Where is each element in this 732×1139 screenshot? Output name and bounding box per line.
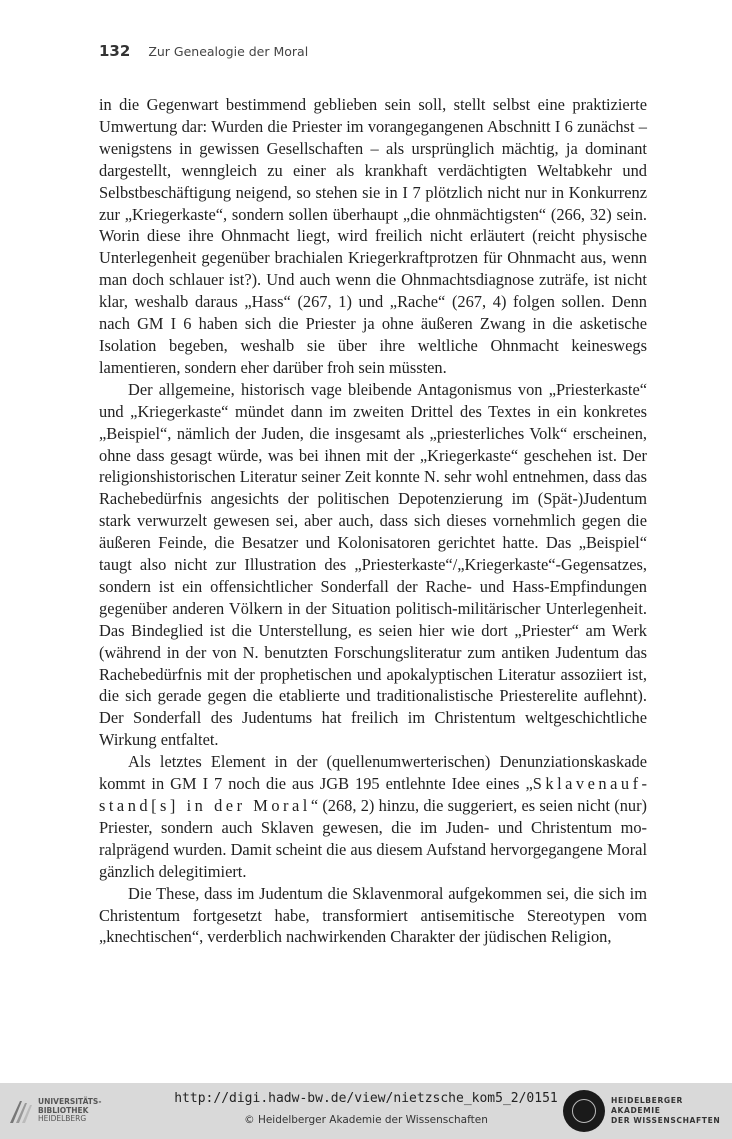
- paragraph-3-text-before: Als letztes Element in der (quellenumwerterischen) Denunziationskaskade kommt in GM I 7 noch die aus JGB 195 entlehnte Idee eines „: [99, 752, 647, 794]
- paragraph-3-text-after: “ (268, 2) hinzu, die suggeriert, es seien nicht (nur) Priester, sondern auch Sklaven gewesen, die im Juden- und Christentum moralprägend wurden. Damit scheint die aus diesem Aufstand hervorgegangene Moral gänzlich delegitimiert.: [99, 796, 648, 881]
- spaced-quotation: Sklavenaufstand[s] in der Moral: [99, 774, 647, 815]
- source-url-link[interactable]: http://digi.hadw-bw.de/view/nietzsche_kom5_2/0151: [174, 1091, 558, 1106]
- academy-name-line1: HEIDELBERGER AKADEMIE: [611, 1096, 683, 1115]
- library-name-line3: HEIDELBERG: [38, 1114, 87, 1124]
- academy-logo: [563, 1088, 728, 1134]
- page-header: [99, 42, 659, 66]
- running-title: Zur Genealogie der Moral: [148, 44, 309, 59]
- page-number: 132: [99, 42, 131, 60]
- paragraph-1: in die Gegenwart bestimmend geblieben sein soll, stellt selbst eine praktizierte Umwertung dar: Wurden die Priester im vorangegangenen Abschnitt I 6 zunächst – wenigstens in gewissen Gesellschaften – als ursprünglich mächtig, ja dominant dargestellt, wenngleich zu einer als krankhaft verdächtigten Weltabkehr und Selbstbeschäftigung neigend, so stehen sie in I 7 plötzlich nicht nur in Konkurrenz zur „Kriegerkaste“, sondern sollen überhaupt „die ohnmächtigsten“ (266, 32) sein. Worin diese ihre Ohnmacht liegt, wird freilich nicht erläutert (reicht physische Unterlegenheit gegenüber brachialen Kriegerkraftprotzen für Ohnmacht aus, wenn man doch schlauer ist?). Und auch wenn die Ohnmachtsdiagnose zuträfe, ist nicht klar, weshalb daraus „Hass“ (267, 1) und „Rache“ (267, 4) folgen sollen. Denn nach GM I 6 haben sich die Priester ja ohne äußeren Zwang in die asketische Isolation begeben, weshalb sie über ihre weltliche Ohnmacht keineswegs lamentieren, sondern eher darüber froh sein müssten.: [99, 95, 647, 377]
- paragraph-4: Die These, dass im Judentum die Sklavenmoral aufgekommen sei, die sich im Christentum fortgesetzt habe, transformiert antisemitische Stereotypen vom „knechtischen“, verderblich nachwirkenden Charakter der jüdischen Religion,: [99, 883, 647, 947]
- paragraph-3: [99, 751, 647, 882]
- footer-bar: [0, 1083, 732, 1139]
- academy-name-line2: DER WISSENSCHAFTEN: [611, 1116, 721, 1125]
- academy-seal-icon: [563, 1090, 605, 1132]
- body-text: [99, 94, 647, 948]
- copyright-notice: © Heidelberger Akademie der Wissenschaften: [244, 1114, 488, 1126]
- paragraph-2: Der allgemeine, historisch vage bleibende Antagonismus von „Priesterkaste“ und „Kriegerkaste“ mündet dann im zweiten Drittel des Textes in ein konkretes „Beispiel“, nämlich der Juden, die insgesamt als „priesterliches Volk“ erscheinen, ohne dass gesagt würde, was bei ihnen mit der „Kriegerkaste“ geschehen ist. Der religionshistorischen Literatur seiner Zeit konnte N. sehr wohl entnehmen, dass das Rachebedürfnis angesichts der politischen Depotenzierung im (Spät-)Judentum stark verwurzelt gewesen sei, aber auch, dass sich dieses vornehmlich gegen die äußeren Feinde, die Besatzer und Kolonisatoren gerichtet hatte. Das „Beispiel“ taugt also nicht zur Illustration des „Priesterkaste“/„Kriegerkaste“-Gegensatzes, sondern ist ein offensichtlicher Sonderfall der Rache- und Hass-Empfindungen gegenüber anderen Völkern in der Situation politisch-militärischer Unterlegenheit. Das Bindeglied ist die Unterstellung, es seien hier wie dort „Priester“ am Werk (während in der von N. benutzten Forschungsliteratur zum antiken Judentum das Rachebedürfnis mit der prophetischen und apokalyptischen Literatur assoziiert ist, die sich gerade gegen die etablierte und traditionalistische Priesterelite auflehnt). Der Sonderfall des Judentums hat freilich im Christentum weltgeschichtliche Wirkung entfaltet.: [99, 379, 647, 750]
- library-name-line1: UNIVERSITÄTS-: [38, 1097, 102, 1107]
- library-name-line2: BIBLIOTHEK: [38, 1105, 89, 1115]
